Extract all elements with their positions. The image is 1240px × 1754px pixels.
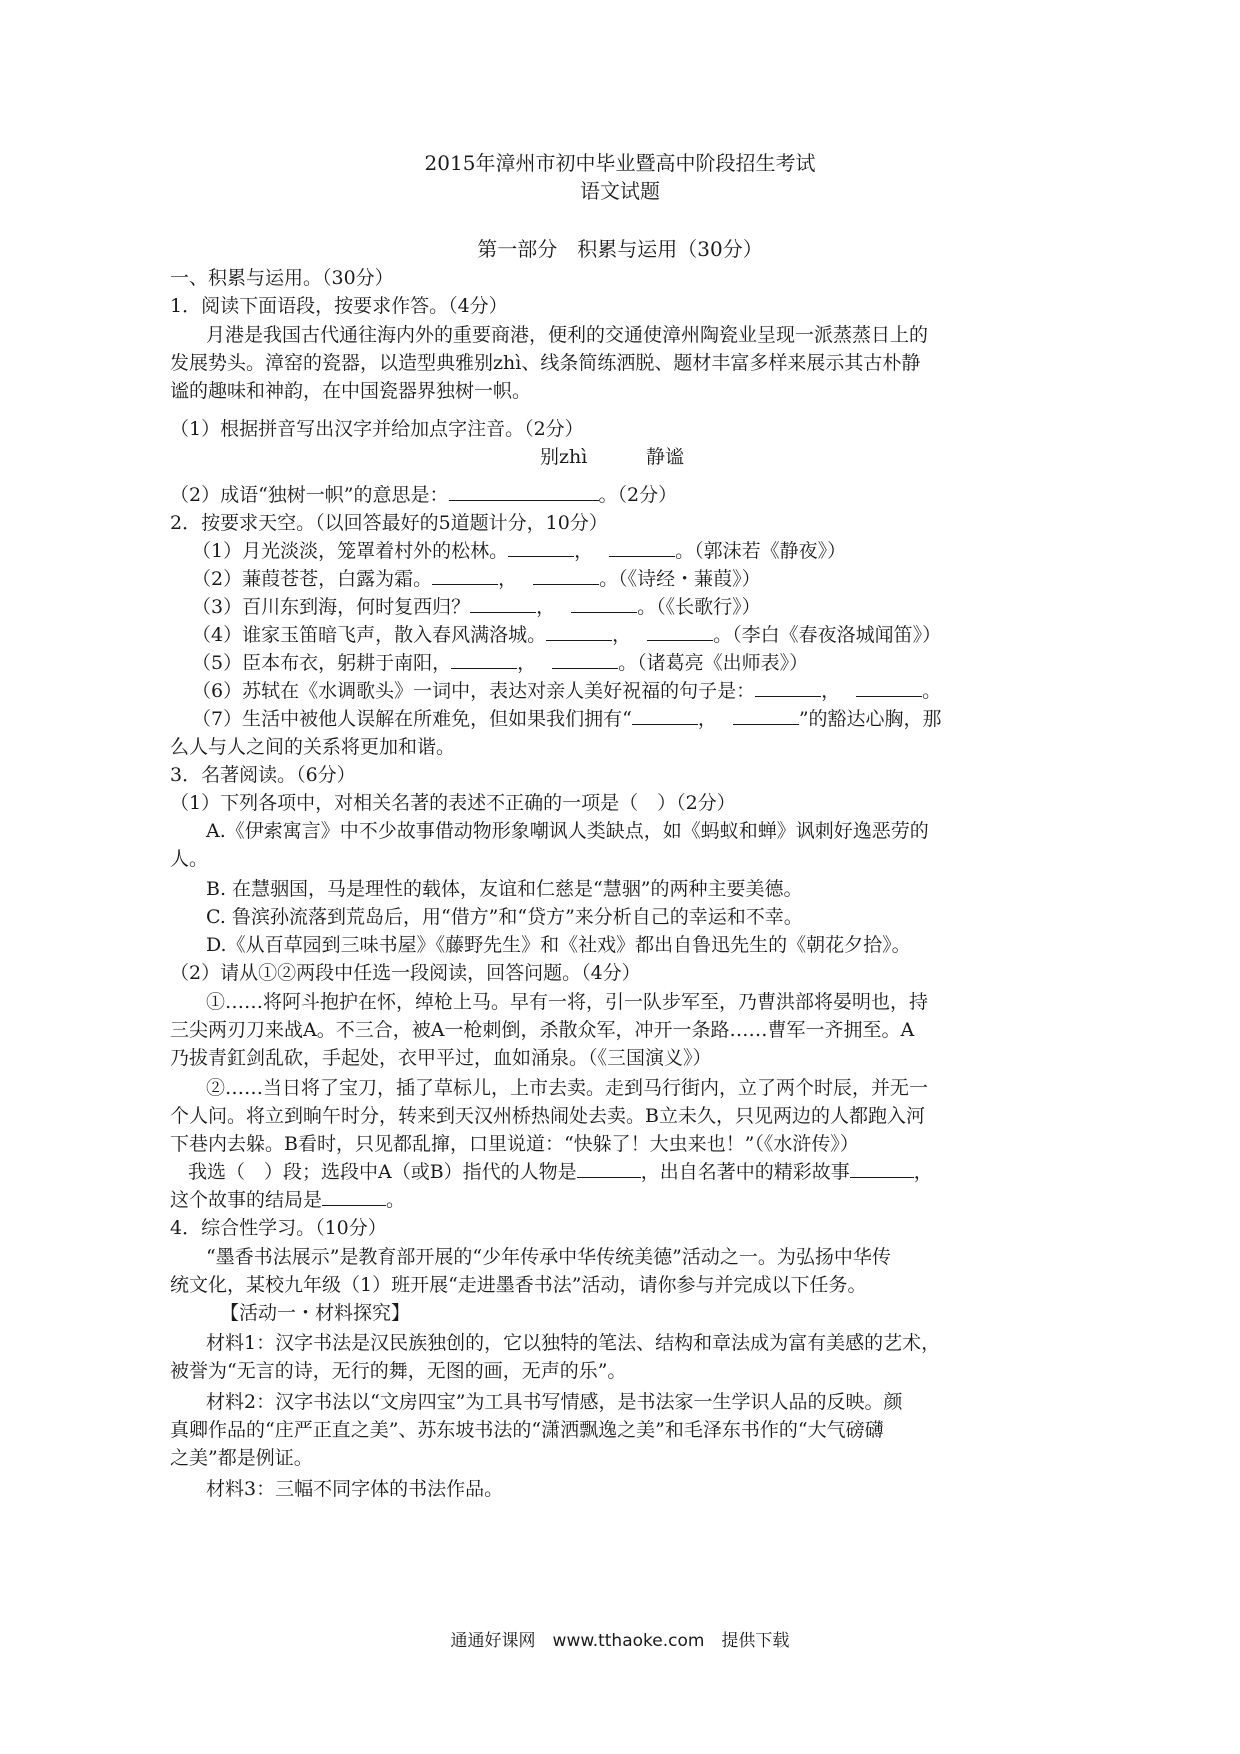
q2-item — [192, 622, 941, 648]
q1-paragraph-line: 谧的趣味和神韵，在中国瓷器界独树一帜。 — [170, 380, 532, 402]
answer-blank[interactable] — [533, 566, 599, 585]
q4-material-line: 真卿作品的“庄严正直之美”、苏东坡书法的“潇洒飘逸之美”和毛泽东书作的“大气磅礴 — [170, 1419, 884, 1441]
q3-passage-line: 下巷内去躲。B看时，只见都乱撺，口里说道：“快躲了！大虫来也！”（《水浒传》） — [170, 1133, 859, 1155]
answer-blank[interactable] — [552, 650, 618, 669]
q4-material-line: 被誉为“无言的诗，无行的舞，无图的画，无声的乐”。 — [170, 1360, 627, 1382]
q2-item — [192, 706, 942, 732]
q3-sub2: （2）请从①②两段中任选一段阅读，回答问题。（4分） — [170, 962, 641, 984]
answer-blank[interactable] — [577, 1159, 641, 1178]
exam-subtitle: 语文试题 — [580, 179, 660, 203]
q4-activity-heading: 【活动一・材料探究】 — [220, 1302, 411, 1324]
q2-item-comma: ， — [612, 624, 632, 646]
q1-word-b: 静谧 — [646, 446, 685, 468]
q3-answer-prompt: 这个故事的结局是 — [170, 1189, 323, 1211]
answer-blank[interactable] — [449, 482, 599, 501]
q2-item-source: 。（郭沫若《静夜》） — [675, 540, 847, 562]
answer-blank[interactable] — [470, 594, 536, 613]
q2-item — [192, 566, 761, 592]
q1-paragraph-line: 发展势头。漳窑的瓷器，以造型典雅别zhì、线条简练洒脱、题材丰富多样来展示其古朴静 — [170, 352, 921, 374]
q1-word-a: 别zhì — [540, 446, 588, 468]
q3-stem: 3．名著阅读。（6分） — [170, 764, 356, 786]
q1-sub2 — [170, 482, 677, 508]
q2-item-comma: ， — [517, 652, 537, 674]
q2-item-text: （1）月光淡淡，笼罩着村外的松林。 — [192, 540, 509, 562]
answer-blank[interactable] — [850, 1159, 914, 1178]
q3-sub1: （1）下列各项中，对相关名著的表述不正确的一项是（ ）（2分） — [170, 792, 736, 814]
q3-option-c: C. 鲁滨孙流落到荒岛后，用“借方”和“贷方”来分析自己的幸运和不幸。 — [206, 906, 803, 928]
q2-item — [192, 538, 846, 564]
exam-title: 2015年漳州市初中毕业暨高中阶段招生考试 — [424, 151, 816, 175]
q4-material-line: 材料3：三幅不同字体的书法作品。 — [206, 1478, 504, 1500]
q4-intro-line: 统文化，某校九年级（1）班开展“走进墨香书法”活动，请你参与并完成以下任务。 — [170, 1274, 867, 1296]
part-heading: 第一部分 积累与运用（30分） — [477, 237, 763, 261]
answer-blank[interactable] — [322, 1187, 386, 1206]
q2-item — [192, 594, 761, 620]
answer-blank[interactable] — [632, 706, 698, 725]
answer-blank[interactable] — [508, 538, 574, 557]
q4-material-line: 之美”都是例证。 — [170, 1447, 313, 1469]
q2-item-text: （6）苏轼在《水调歌头》一词中，表达对亲人美好祝福的句子是： — [192, 680, 756, 702]
q3-answer-comma: ， — [913, 1161, 933, 1183]
q2-item-source: 。（《长歌行》） — [637, 596, 761, 618]
q2-item-comma: ， — [574, 540, 594, 562]
q2-item-source: 。 — [922, 680, 942, 702]
q3-answer-period: 。 — [386, 1189, 406, 1211]
q3-answer-prompt: 我选（ ）段；选段中A（或B）指代的人物是 — [188, 1161, 577, 1183]
q2-item-continued: 么人与人之间的关系将更加和谐。 — [170, 736, 456, 758]
q4-material-line: 材料1：汉字书法是汉民族独创的，它以独特的笔法、结构和章法成为富有美感的艺术， — [206, 1332, 941, 1354]
q2-item-comma: ， — [821, 680, 841, 702]
q4-material-line: 材料2：汉字书法以“文房四宝”为工具书写情感，是书法家一生学识人品的反映。颜 — [206, 1391, 903, 1413]
answer-blank[interactable] — [609, 538, 675, 557]
q1-sub1: （1）根据拼音写出汉字并给加点字注音。（2分） — [170, 418, 584, 440]
answer-blank[interactable] — [571, 594, 637, 613]
answer-blank[interactable] — [856, 678, 922, 697]
q3-passage-line: 乃拔青釭剑乱砍，手起处，衣甲平过，血如涌泉。（《三国演义》） — [170, 1047, 712, 1069]
q3-option-d: D.《从百草园到三味书屋》《藤野先生》和《社戏》都出自鲁迅先生的《朝花夕拾》。 — [206, 934, 911, 956]
q2-item-source: 。（李白《春夜洛城闻笛》） — [713, 624, 942, 646]
q3-passage-line: 个人问。将立到晌午时分，转来到天汉州桥热闹处去卖。B立未久，只见两边的人都跑入河 — [170, 1105, 925, 1127]
q2-item-text: （5）臣本布衣，躬耕于南阳， — [192, 652, 452, 674]
q1-stem: 1．阅读下面语段，按要求作答。（4分） — [170, 295, 508, 317]
q2-item-text: （7）生活中被他人误解在所难免，但如果我们拥有“ — [192, 708, 632, 730]
q3-answer-prompt: ，出自名著中的精彩故事 — [640, 1161, 850, 1183]
q2-item-comma: ， — [498, 568, 518, 590]
q2-item-text: （3）百川东到海，何时复西归？ — [192, 596, 471, 618]
q1-paragraph-line: 月港是我国古代通往海内外的重要商港，便利的交通使漳州陶瓷业呈现一派蒸蒸日上的 — [206, 324, 929, 346]
q3-option-b: B. 在慧骃国，马是理性的载体，友谊和仁慈是“慧骃”的两种主要美德。 — [206, 878, 803, 900]
answer-blank[interactable] — [733, 706, 799, 725]
answer-blank[interactable] — [647, 622, 713, 641]
q2-item-source: 。（《诗经・蒹葭》） — [599, 568, 761, 590]
answer-blank[interactable] — [432, 566, 498, 585]
footer-credit: 通通好课网 www.tthaoke.com 提供下载 — [450, 1631, 790, 1651]
q4-stem: 4．综合性学习。（10分） — [170, 1217, 387, 1239]
q3-passage-line: 三尖两刃刀来战A。不三合，被A一枪刺倒，杀散众军，冲开一条路……曹军一齐拥至。A — [170, 1019, 915, 1041]
q2-item-text: （4）谁家玉笛暗飞声，散入春风满洛城。 — [192, 624, 547, 646]
q4-intro-line: “墨香书法展示”是教育部开展的“少年传承中华传统美德”活动之一。为弘扬中华传 — [206, 1246, 891, 1268]
q3-passage-line: ①……将阿斗抱护在怀，绰枪上马。早有一将，引一队步军至，乃曹洪部将晏明也，持 — [206, 991, 929, 1013]
q2-item — [192, 650, 808, 676]
q2-stem: 2．按要求天空。（以回答最好的5道题计分，10分） — [170, 512, 608, 534]
q1-sub2-score: 。（2分） — [598, 484, 678, 506]
q2-item-comma: ， — [697, 708, 717, 730]
q2-item-text: （2）蒹葭苍苍，白露为霜。 — [192, 568, 433, 590]
q3-option-a: A.《伊索寓言》中不少故事借动物形象嘲讽人类缺点，如《蚂蚁和蝉》讽刺好逸恶劳的 — [206, 820, 929, 842]
answer-blank[interactable] — [546, 622, 612, 641]
q1-sub2-prompt: （2）成语“独树一帜”的意思是： — [170, 484, 449, 506]
q3-passage-line: ②……当日将了宝刀，插了草标儿，上市去卖。走到马行街内，立了两个时辰，并无一 — [206, 1077, 929, 1099]
q2-item-source: 。（诸葛亮《出师表》） — [618, 652, 809, 674]
q3-answer-line — [170, 1187, 405, 1213]
answer-blank[interactable] — [755, 678, 821, 697]
q2-item — [192, 678, 941, 704]
q3-option-a-cont: 人。 — [170, 848, 209, 870]
q2-item-text: ”的豁达心胸，那 — [798, 708, 942, 730]
answer-blank[interactable] — [451, 650, 517, 669]
q2-item-comma: ， — [536, 596, 556, 618]
q3-answer-line — [188, 1159, 933, 1185]
section-heading: 一、积累与运用。（30分） — [170, 267, 394, 289]
